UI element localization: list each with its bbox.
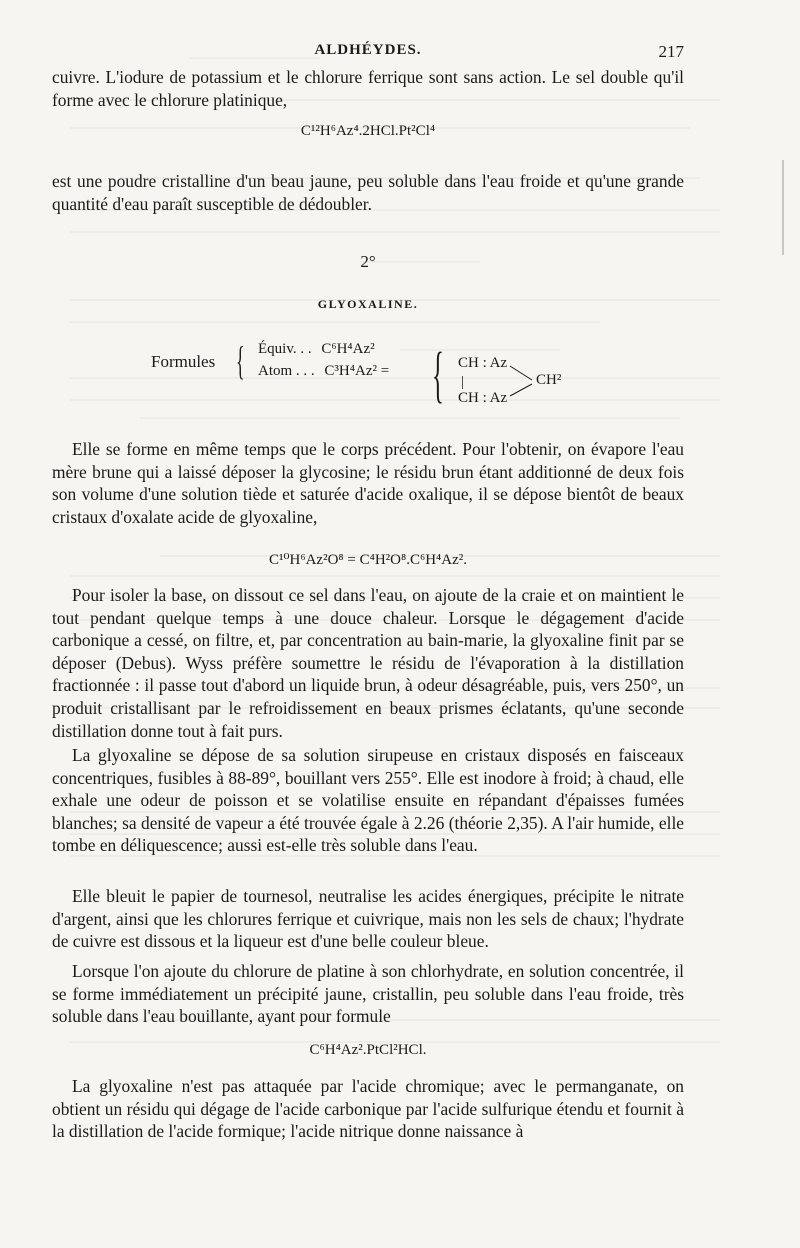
paragraph-5: La glyoxaline se dépose de sa solution sirupeuse en cristaux disposés en faisceaux concentriques, fusibles à 88-89°, bouillant vers 255°. Elle est inodore à froid; à chaud, elle exhale une odeur de poisson et se volatilise ensuite en répandant d'épaisses fumées blanches; sa densité de vapeur a été trouvée égale à 2.26 (théorie 2,35). A l'air humide, elle tombe en déliquescence; aussi est-elle très soluble dans l'eau. <box>52 745 684 856</box>
structure-brace: { <box>432 341 444 409</box>
structure-bond: | <box>461 374 465 390</box>
atom-value: C³H⁴Az² = <box>324 363 390 379</box>
paragraph-3: Elle se forme en même temps que le corps précédent. Pour l'obtenir, on évapore l'eau mère brune qui a laissé déposer la glycosine; le résidu brun étant additionné de deux fois son volume d'une solution tiède et saturée d'acide oxalique, il se dépose bientôt de beaux cristaux d'oxalate acide de glyoxaline, <box>52 439 684 527</box>
page-edge-mark <box>782 160 784 255</box>
paragraph-4: Pour isoler la base, on dissout ce sel dans l'eau, on ajoute de la craie et on maintient le tout pendant quelque temps à une douce chaleur. Lorsque le dégagement d'acide carbonique a cessé, on filtre, et, par concentration au bain-marie, la glyoxaline finit par se déposer (Debus). Wyss préfère soumettre le résidu de l'évaporation à la distillation fractionnée : il passe tout d'abord un liquide brun, à odeur désagréable, puis, vers 250°, un produit cristallisant par le refroidissement en beaux prismes éclatants, qu'une seconde distillation donne tout à fait purs. <box>52 585 684 741</box>
structure-bonds-svg <box>508 362 538 402</box>
atom-label: Atom . . . <box>258 363 315 379</box>
page-number: 217 <box>658 42 684 61</box>
formula-platinum-salt: C⁶H⁴Az².PtCl²HCl. <box>309 1042 427 1058</box>
paragraph-7: Lorsque l'on ajoute du chlorure de platine à son chlorhydrate, en solution concentrée, il se forme immédiatement un précipité jaune, cristallin, peu soluble dans l'eau froide, très soluble dans l'eau bouillante, ayant pour formule <box>52 961 684 1027</box>
section-number: 2° <box>360 252 376 271</box>
equiv-value: C⁶H⁴Az² <box>321 341 375 357</box>
running-title: ALDHÉYDES. <box>314 42 422 58</box>
equiv-label: Équiv. . . <box>258 341 312 357</box>
formula-oxalate: C¹⁰H⁶Az²O⁸ = C⁴H²O⁸.C⁶H⁴Az². <box>269 552 467 568</box>
structure-ch2: CH² <box>536 372 562 388</box>
formules-label: Formules <box>151 352 216 371</box>
structure-ch-az-top: CH : Az <box>458 355 508 371</box>
equiv-line <box>258 341 375 358</box>
section-heading: GLYOXALINE. <box>317 297 419 311</box>
paragraph-2: est une poudre cristalline d'un beau jaune, peu soluble dans l'eau froide et qu'une grande quantité d'eau paraît susceptible de dédoubler. <box>52 171 684 214</box>
paragraph-8: La glyoxaline n'est pas attaquée par l'acide chromique; avec le permanganate, on obtient un résidu qui dégage de l'acide carbonique par l'acide sulfurique étendu et fournit à la distillation de l'acide formique; l'acide nitrique donne naissance à <box>52 1076 684 1142</box>
paragraph-1: cuivre. L'iodure de potassium et le chlorure ferrique sont sans action. Le sel double qu'il forme avec le chlorure platinique, <box>52 67 684 110</box>
atom-line <box>258 363 389 380</box>
structure-ch-az-bottom: CH : Az <box>458 390 508 406</box>
page-header <box>52 42 684 64</box>
formula-chloroplatinate: C¹²H⁶Az⁴.2HCl.Pt²Cl⁴ <box>300 123 436 139</box>
paragraph-6: Elle bleuit le papier de tournesol, neutralise les acides énergiques, précipite le nitrate d'argent, ainsi que les chlorures ferrique et cuivrique, mais non les sels de chaux; l'hydrate de cuivre est dissous et la liqueur est d'une belle couleur bleue. <box>52 886 684 952</box>
formules-brace: { <box>236 338 245 383</box>
